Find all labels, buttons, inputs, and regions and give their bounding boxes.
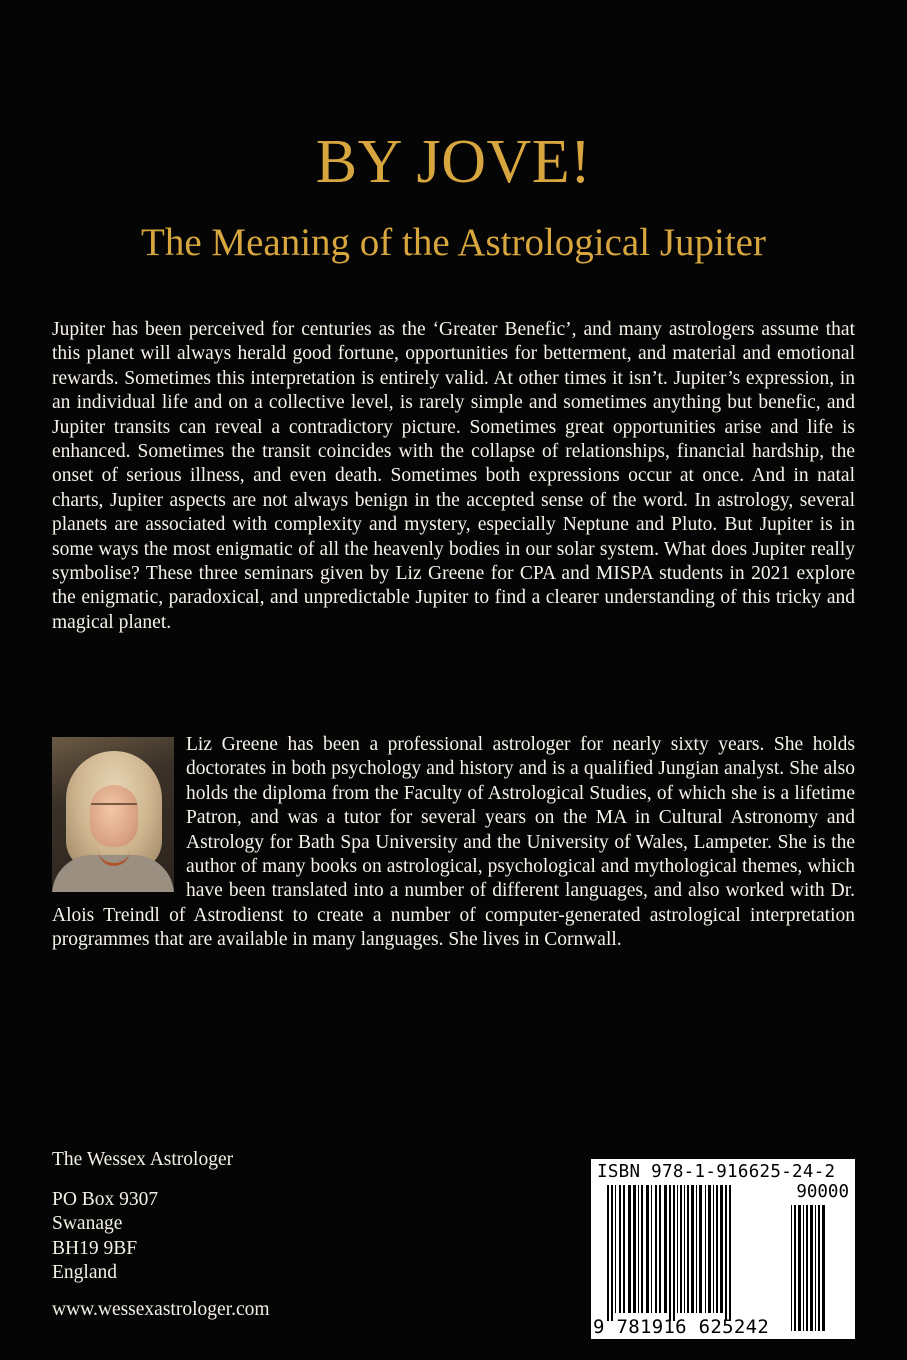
price-code: 90000 <box>796 1182 849 1202</box>
barcode-bars <box>591 1159 855 1339</box>
address-line: England <box>52 1262 117 1284</box>
address-line: BH19 9BF <box>52 1237 138 1259</box>
book-description: Jupiter has been perceived for centuries as the ‘Greater Benefic’, and many astrologers assume that this planet will always herald good fortune, opportunities for betterment, and material and emotional rewards. Sometimes this interpretation is entirely valid. At other times it isn’t. Jupiter’s expression, in an individual life and on a collective level, is rarely simple and sometimes anything but benefic, and Jupiter transits can reveal a contradictory picture. Sometimes great opportunities arise and life is enhanced. Sometimes the transit coincides with the collapse of relationships, financial hardship, the onset of serious illness, and even death. Sometimes both expressions occur at once. And in natal charts, Jupiter aspects are not always benign in the accepted sense of the word. In astrology, several planets are associated with complexity and mystery, especially Neptune and Pluto. But Jupiter is in some ways the most enigmatic of all the heavenly bodies in our solar system. What does Jupiter really symbolise? These three seminars given by Liz Greene for CPA and MISPA students in 2021 explore the enigmatic, paradoxical, and unpredictable Jupiter to find a clearer understanding of this tricky and magical planet. <box>52 319 855 633</box>
address-line: Swanage <box>52 1213 123 1235</box>
author-bio-text: Liz Greene has been a professional astrologer for nearly sixty years. She holds doctorates in both psychology and history and is a qualified Jungian analyst. She also holds the diploma from the Faculty of Astrological Studies, of which she is a lifetime Patron, and was a tutor for several years on the MA in Cultural Astronomy and Astrology for Bath Spa University and the University of Wales, Lampeter. She is the author of many books on astrological, psychological and mythological themes, which have been translated into a number of different languages, and also worked with Dr. Alois Treindl of Astrodienst to create a number of computer-generated astrological interpretation programmes that are available in many languages. She lives in Cornwall. <box>52 734 855 951</box>
publisher-name: The Wessex Astrologer <box>52 1149 234 1170</box>
publisher-address <box>52 1188 158 1286</box>
ean-number: 9 781916 625242 <box>593 1316 770 1338</box>
author-photo <box>52 737 174 892</box>
isbn-number: ISBN 978-1-916625-24-2 <box>597 1162 836 1182</box>
publisher-website[interactable]: www.wessexastrologer.com <box>52 1299 270 1320</box>
book-title: BY JOVE! <box>315 128 592 196</box>
book-subtitle: The Meaning of the Astrological Jupiter <box>141 221 766 264</box>
address-line: PO Box 9307 <box>52 1189 159 1210</box>
author-bio-section <box>52 733 855 953</box>
isbn-barcode <box>591 1159 855 1339</box>
